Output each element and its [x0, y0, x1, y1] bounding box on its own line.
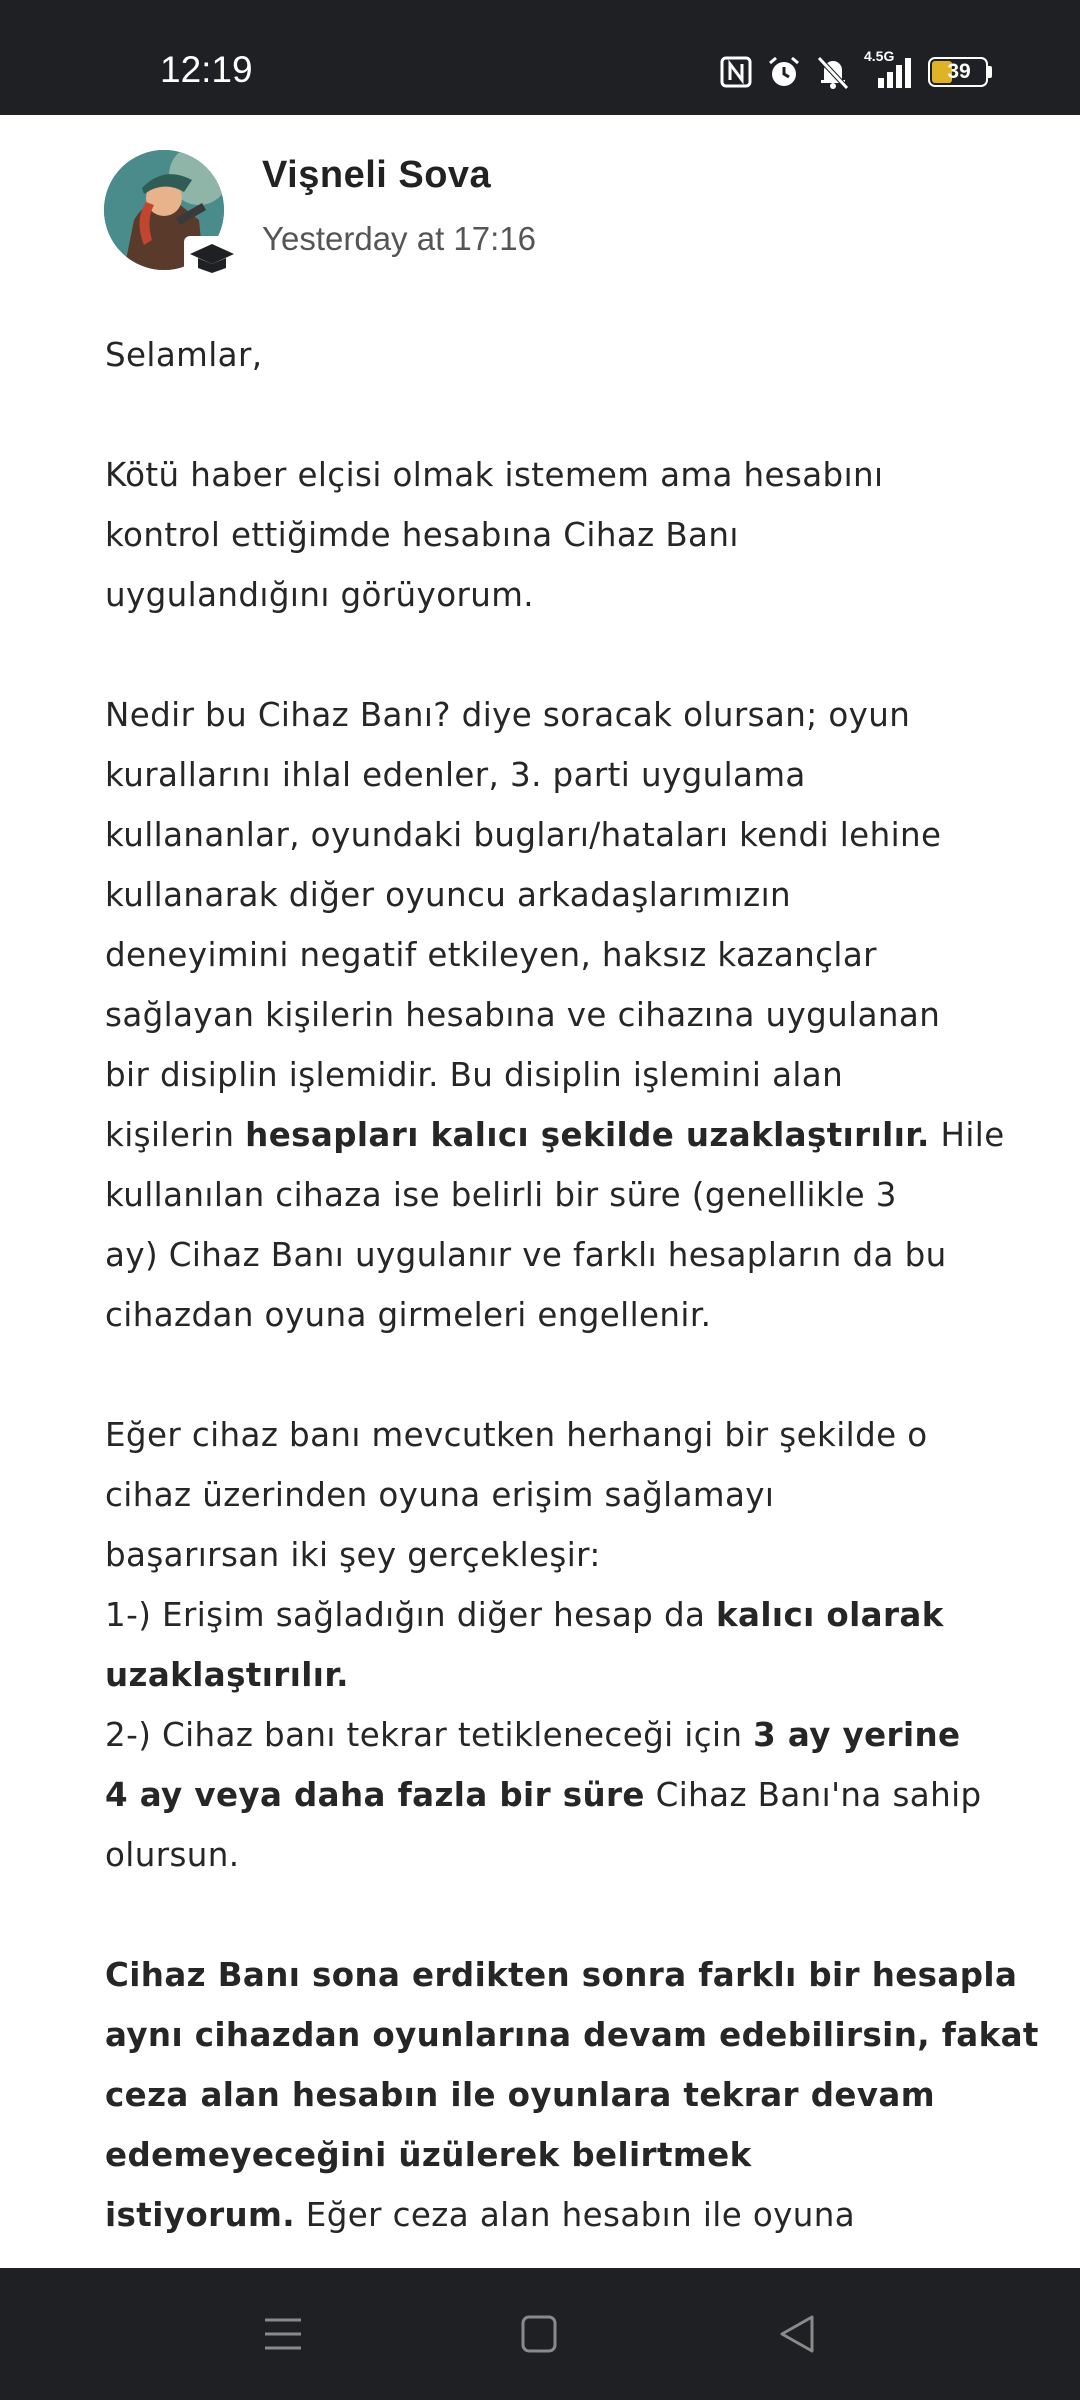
status-time: 12:19 [160, 49, 253, 90]
author-name[interactable]: Vişneli Sova [262, 154, 492, 196]
greeting: Selamlar, [105, 336, 263, 374]
list-item-1: 1-) Erişim sağladığın diğer hesap da kalıcı olarak [105, 1596, 944, 1634]
post-timestamp: Yesterday at 17:16 [262, 220, 536, 257]
home-icon [521, 2315, 557, 2353]
home-button[interactable] [509, 2308, 569, 2360]
menu-icon [263, 2316, 303, 2352]
paragraph-1: Kötü haber elçisi olmak istemem ama hesabını kontrol ettiğimde hesabına Cihaz Banı uygulandığını görüyorum. [105, 456, 884, 614]
status-icons [720, 50, 992, 94]
paragraph-4: Cihaz Banı sona erdikten sonra farklı bir hesapla aynı cihazdan oyunlarına devam edebilirsin, fakat ceza alan hesabın ile oyunlara tekrar devam edemeyeceğini üzülerek belirtmek istiyorum. Eğer ceza alan hesabın ile oyuna [105, 1956, 1039, 2234]
menu-button[interactable] [253, 2308, 313, 2360]
mute-icon [816, 54, 850, 90]
paragraph-2: Nedir bu Cihaz Banı? diye soracak olursan; oyun kurallarını ihlal edenler, 3. parti uygulama kullananlar, oyundaki bugları/hataları kendi lehine kullanarak diğer oyuncu arkadaşlarımızın deneyimini negatif etkileyen, haksız kazançlar sağlayan kişilerin hesabına ve cihazına uygulanan bir disiplin işlemidir. Bu disiplin işlemini alan kişilerin hesapları kalıcı şekilde uzaklaştırılır. Hile kullanılan cihaza ise belirli bir süre (genellikle 3 ay) Cihaz Banı uygulanır ve farklı hesapların da bu cihazdan oyuna girmeleri engellenir. [105, 696, 1005, 1334]
post-body [105, 325, 1039, 2305]
paragraph-3: Eğer cihaz banı mevcutken herhangi bir şekilde o cihaz üzerinden oyuna erişim sağlamayı başarırsan iki şey gerçekleşir: 1-) Erişim sağladığın diğer hesap da kalıcı olarak uzaklaştırılır. 2-) Cihaz banı tekrar tetikleneceği için 3 ay yerine 4 ay veya daha fazla bir süre Cihaz Banı'na sahip olursun. [105, 1405, 985, 1885]
navigation-bar [0, 2268, 1080, 2400]
status-bar [0, 0, 1080, 115]
back-button[interactable] [767, 2308, 827, 2360]
network-type: 4.5G [864, 48, 895, 64]
battery-level: 39 [947, 60, 971, 83]
back-icon [778, 2314, 816, 2354]
list-item-2: 2-) Cihaz banı tekrar tetikleneceği için 3 ay yerine [105, 1716, 961, 1754]
bold-text: hesapları kalıcı şekilde uzaklaştırılır. [245, 1116, 930, 1154]
signal-icon [864, 48, 914, 90]
alarm-icon [766, 54, 802, 90]
battery-icon [928, 57, 992, 87]
nfc-icon [720, 56, 752, 88]
user-badge-icon [184, 236, 240, 276]
